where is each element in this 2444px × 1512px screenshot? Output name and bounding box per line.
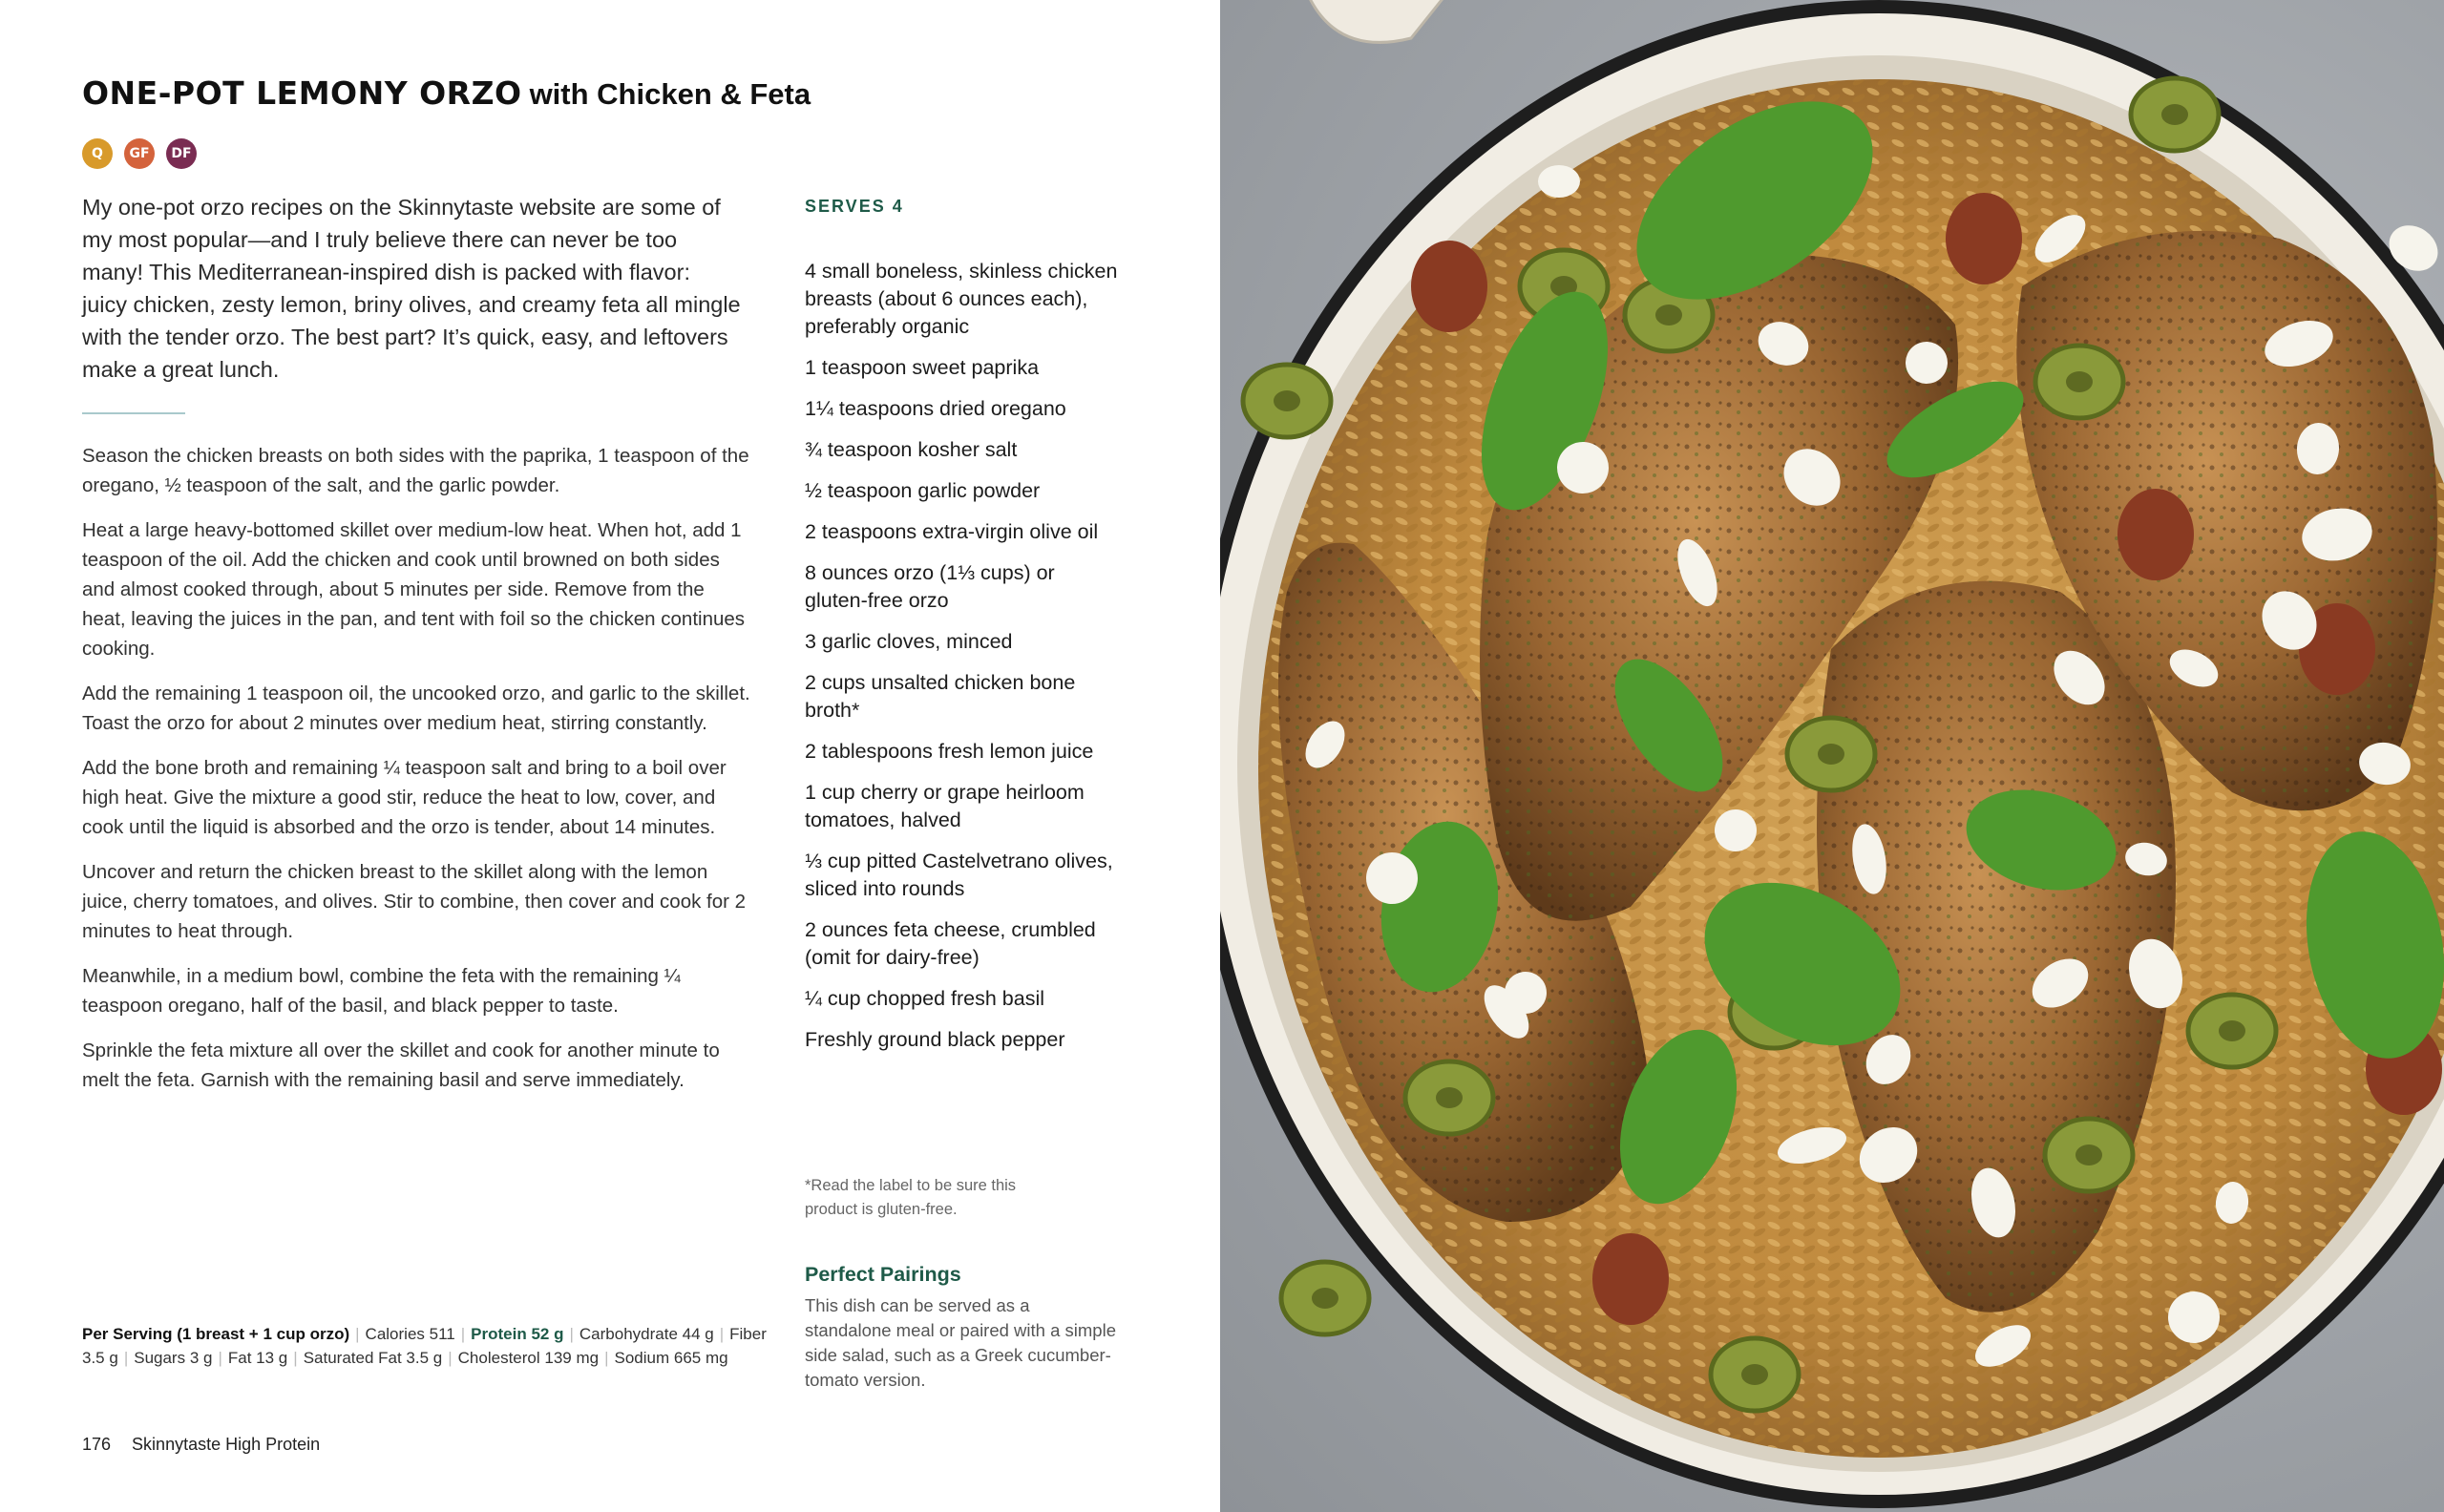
ingredient-item: ¼ cup chopped fresh basil xyxy=(805,987,1044,1010)
ingredient-list xyxy=(805,258,1120,1067)
book-title: Skinnytaste High Protein xyxy=(132,1435,321,1454)
nutrition-fiber: Fiber 3.5 g xyxy=(82,1325,767,1367)
diet-badges xyxy=(82,138,197,169)
tomato xyxy=(1411,241,1487,332)
chicken-orzo-skillet-photo xyxy=(1220,0,2444,1512)
ingredient-item: ½ teaspoon garlic powder xyxy=(805,479,1041,502)
pairings-text: This dish can be served as a standalone meal or paired with a simple side salad, such as a Greek cucumber-tomato version. xyxy=(805,1295,1116,1390)
tomato xyxy=(1946,193,2022,284)
ingredient-item: 1¼ teaspoons dried oregano xyxy=(805,397,1066,420)
ingredient-item: 2 ounces feta cheese, crumbled (omit for dairy-free) xyxy=(805,918,1096,969)
olive-center xyxy=(1818,744,1844,765)
olive-center xyxy=(2075,1144,2102,1166)
olive-center xyxy=(1655,304,1682,326)
ingredient-item: 3 garlic cloves, minced xyxy=(805,630,1013,653)
section-divider xyxy=(82,412,185,414)
ingredient-item: 2 cups unsalted chicken bone broth* xyxy=(805,671,1076,722)
nutrition-sugars: Sugars 3 g xyxy=(134,1348,213,1367)
ingredient-item: 4 small boneless, skinless chicken breasts (about 6 ounces each), preferably organic xyxy=(805,260,1118,338)
olive-center xyxy=(2161,104,2188,125)
step-5: Uncover and return the chicken breast to the skillet along with the lemon juice, cherry tomatoes, and olives. Stir to combine, then cover and cook for 2 minutes to heat through. xyxy=(82,861,747,942)
page-number: 176 xyxy=(82,1435,112,1454)
nutrition-cholesterol: Cholesterol 139 mg xyxy=(457,1348,600,1367)
ingredient-item: 8 ounces orzo (1⅓ cups) or gluten-free orzo xyxy=(805,561,1055,612)
step-4: Add the bone broth and remaining ¼ teaspoon salt and bring to a boil over high heat. Give the mixture a good stir, reduce the heat to low, cover, and cook until the liquid is absorbed and the orzo is tender, about 14 minutes. xyxy=(82,757,727,838)
ingredient-item: Freshly ground black pepper xyxy=(805,1028,1065,1051)
recipe-title xyxy=(82,74,811,112)
nutrition-fat: Fat 13 g xyxy=(227,1348,288,1367)
pairings-heading: Perfect Pairings xyxy=(805,1263,961,1286)
step-6: Meanwhile, in a medium bowl, combine the feta with the remaining ¼ teaspoon oregano, half of the basil, and black pepper to taste. xyxy=(82,965,681,1017)
recipe-title-sub: with Chicken & Feta xyxy=(529,77,811,111)
ingredient-item: 2 teaspoons extra-virgin olive oil xyxy=(805,520,1099,543)
olive-center xyxy=(2219,1020,2245,1041)
tomato xyxy=(2117,489,2194,580)
step-3: Add the remaining 1 teaspoon oil, the uncooked orzo, and garlic to the skillet. Toast the orzo for about 2 minutes over medium heat, stirring constantly. xyxy=(82,682,750,734)
nutrition-calories: Calories 511 xyxy=(365,1325,455,1343)
gluten-free-badge: GF xyxy=(124,138,155,169)
nutrition-protein: Protein 52 g xyxy=(471,1325,564,1343)
step-2: Heat a large heavy-bottomed skillet over medium-low heat. When hot, add 1 teaspoon of the oil. Add the chicken and cook until browned on both sides and almost cooked through, about 5 minutes per side. Remove from the heat, leaving the juices in the pan, and tent with foil so the chicken continues cooking. xyxy=(82,519,746,660)
nutrition-sodium: Sodium 665 mg xyxy=(614,1348,728,1367)
ingredient-item: 1 teaspoon sweet paprika xyxy=(805,356,1040,379)
nutrition-serving: Per Serving (1 breast + 1 cup orzo) xyxy=(82,1325,350,1343)
recipe-intro: My one-pot orzo recipes on the Skinnytaste website are some of my most popular—and I truly believe there can never be too many! This Mediterranean-inspired dish is packed with flavor: juicy chicken, zesty lemon, briny olives, and creamy feta all mingle with the tender orzo. The best part? It’s quick, easy, and leftovers make a great lunch. xyxy=(82,195,741,382)
recipe-page xyxy=(0,0,1220,1512)
nutrition-saturated-fat: Saturated Fat 3.5 g xyxy=(303,1348,443,1367)
olive-center xyxy=(1274,390,1300,411)
olive-center xyxy=(1436,1087,1463,1108)
tomato xyxy=(1592,1233,1669,1325)
gluten-free-footnote: *Read the label to be sure this product is gluten-free. xyxy=(805,1177,1017,1218)
ingredient-item: 2 tablespoons fresh lemon juice xyxy=(805,740,1094,763)
page-footer xyxy=(82,1435,320,1455)
olive-center xyxy=(1312,1288,1338,1309)
olive-center xyxy=(2066,371,2093,392)
feta-crumble xyxy=(1538,165,1580,198)
food-photo-illustration xyxy=(1220,0,2444,1512)
ingredient-item: ⅓ cup pitted Castelvetrano olives, sliced into rounds xyxy=(805,850,1113,900)
nutrition-info: Per Serving (1 breast + 1 cup orzo) | Calories 511 | Protein 52 g | Carbohydrate 44 g | Fiber 3.5 g | Sugars 3 g | Fat 13 g | Saturated Fat 3.5 g | Cholesterol 139 mg | Sodium 665 mg xyxy=(82,1325,767,1367)
serves-label: SERVES 4 xyxy=(805,197,904,216)
step-1: Season the chicken breasts on both sides with the paprika, 1 teaspoon of the oregano, ½ teaspoon of the salt, and the garlic powder. xyxy=(82,445,749,496)
quick-badge: Q xyxy=(82,138,113,169)
olive-center xyxy=(1741,1364,1768,1385)
nutrition-carbohydrate: Carbohydrate 44 g xyxy=(579,1325,714,1343)
recipe-steps xyxy=(82,441,750,1110)
ingredient-item: ¾ teaspoon kosher salt xyxy=(805,438,1018,461)
step-7: Sprinkle the feta mixture all over the skillet and cook for another minute to melt the feta. Garnish with the remaining basil and serve immediately. xyxy=(82,1040,720,1091)
recipe-title-main: ONE-POT LEMONY ORZO xyxy=(82,74,522,112)
dairy-free-badge: DF xyxy=(166,138,197,169)
ingredient-item: 1 cup cherry or grape heirloom tomatoes, halved xyxy=(805,781,1085,831)
